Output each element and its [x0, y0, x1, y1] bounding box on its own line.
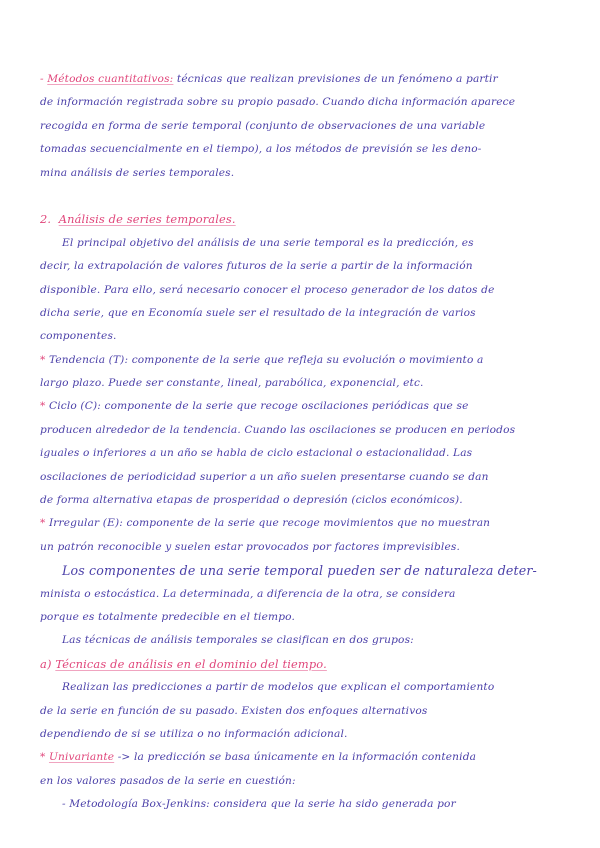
note-line — [40, 372, 570, 395]
dash-marker: - — [40, 73, 48, 85]
note-text: mina análisis de series temporales. — [40, 166, 235, 179]
note-line — [40, 162, 570, 185]
note-text: de forma alternativa etapas de prosperidad o depresión (ciclos económicos). — [40, 494, 463, 507]
note-line — [40, 770, 570, 793]
subsection-heading — [40, 653, 570, 676]
bullet-line — [40, 395, 570, 418]
note-text: porque es totalmente predecible en el tiempo. — [40, 610, 295, 623]
note-text: componentes. — [40, 330, 117, 343]
note-text: Realizan las predicciones a partir de modelos que explican el comportamiento — [62, 681, 495, 694]
subsection-title: Técnicas de análisis en el dominio del tiempo. — [55, 656, 327, 671]
note-line — [40, 700, 570, 723]
note-line — [40, 325, 570, 348]
term-metodos-cuantitativos: Métodos cuantitativos: — [47, 73, 174, 85]
note-text: dependiendo de si se utiliza o no información adicional. — [40, 727, 348, 740]
note-text: largo plazo. Puede ser constante, lineal, parabólica, exponencial, etc. — [40, 377, 424, 390]
note-text: Ciclo (C): componente de la serie que recoge oscilaciones periódicas que se — [48, 400, 469, 413]
note-text: producen alrededor de la tendencia. Cuando las oscilaciones se producen en periodos — [40, 423, 516, 436]
note-text: Irregular (E): componente de la serie que recoge movimientos que no muestran — [48, 517, 491, 530]
note-line — [40, 115, 570, 138]
note-line — [40, 559, 570, 582]
note-line — [40, 279, 570, 302]
note-text: -> la predicción se basa únicamente en la información contenida — [114, 751, 477, 764]
note-line — [40, 255, 570, 278]
note-line — [40, 606, 570, 629]
note-text: minista o estocástica. La determinada, a diferencia de la otra, se considera — [40, 587, 456, 600]
note-text: un patrón reconocible y suelen estar provocados por factores imprevisibles. — [40, 540, 460, 553]
note-line — [40, 466, 570, 489]
spacer — [40, 185, 570, 208]
note-text: oscilaciones de periodicidad superior a un año suelen presentarse cuando se dan — [40, 470, 489, 483]
note-text: de información registrada sobre su propio pasado. Cuando dicha información aparece — [40, 96, 516, 109]
asterisk-bullet-icon: * — [40, 400, 49, 413]
note-text: de la serie en función de su pasado. Existen dos enfoques alternativos — [40, 704, 428, 717]
note-line — [40, 442, 570, 465]
note-line — [40, 536, 570, 559]
note-line — [40, 489, 570, 512]
note-line — [40, 676, 570, 699]
note-line — [40, 793, 570, 816]
note-line — [40, 419, 570, 442]
note-text: iguales o inferiores a un año se habla de ciclo estacional o estacionalidad. Las — [40, 447, 473, 460]
note-text: dicha serie, que en Economía suele ser el resultado de la integración de varios — [40, 306, 476, 319]
term-univariante: Univariante — [48, 751, 115, 764]
note-text: - Metodología Box-Jenkins: considera que la serie ha sido generada por — [62, 798, 456, 811]
bullet-line — [40, 746, 570, 769]
note-text: decir, la extrapolación de valores futuros de la serie a partir de la información — [40, 260, 473, 273]
note-text: Las técnicas de análisis temporales se clasifican en dos grupos: — [62, 634, 414, 647]
bullet-line — [40, 512, 570, 535]
asterisk-bullet-icon: * — [40, 751, 49, 764]
note-line — [40, 138, 570, 161]
section-number: 2. — [40, 212, 52, 227]
subsection-letter: a) — [40, 656, 52, 671]
asterisk-bullet-icon: * — [40, 517, 49, 530]
note-line — [40, 232, 570, 255]
note-line — [40, 583, 570, 606]
note-line — [40, 68, 570, 91]
note-line — [40, 302, 570, 325]
note-text: Los componentes de una serie temporal pueden ser de naturaleza deter- — [62, 563, 537, 579]
section-heading — [40, 208, 570, 231]
note-text: técnicas que realizan previsiones de un fenómeno a partir — [173, 73, 498, 85]
asterisk-bullet-icon: * — [40, 353, 49, 366]
note-text: recogida en forma de serie temporal (conjunto de observaciones de una variable — [40, 119, 486, 132]
note-line — [40, 723, 570, 746]
note-line — [40, 91, 570, 114]
note-text: en los valores pasados de la serie en cuestión: — [40, 774, 296, 787]
bullet-line — [40, 349, 570, 372]
note-text: Tendencia (T): componente de la serie que refleja su evolución o movimiento a — [48, 353, 484, 366]
section-title: Análisis de series temporales. — [58, 212, 236, 227]
note-text: El principal objetivo del análisis de una serie temporal es la predicción, es — [62, 236, 474, 249]
note-text: disponible. Para ello, será necesario conocer el proceso generador de los datos de — [40, 283, 495, 296]
note-line — [40, 629, 570, 652]
note-text: tomadas secuencialmente en el tiempo), a los métodos de previsión se les deno- — [40, 143, 482, 156]
